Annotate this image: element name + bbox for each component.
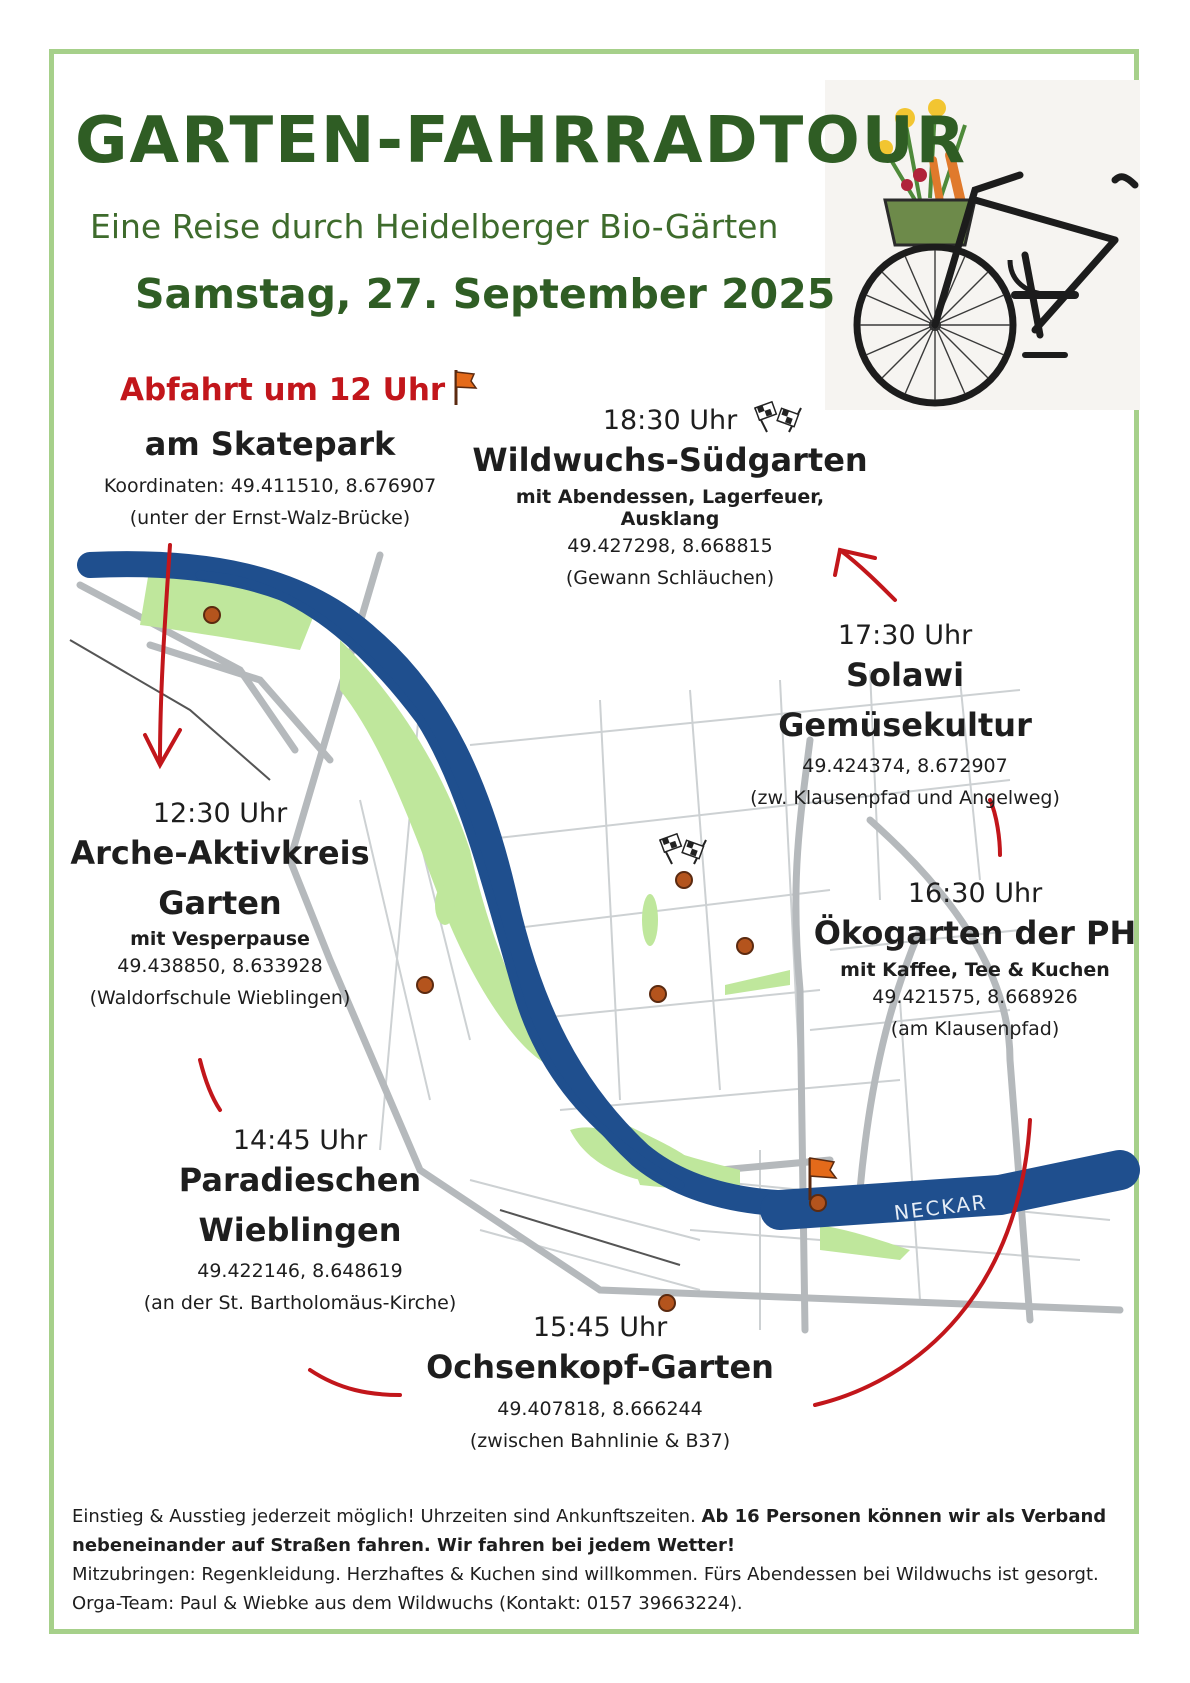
- event-date: Samstag, 27. September 2025: [135, 270, 836, 318]
- footer-line-2: nebeneinander auf Straßen fahren. Wir fahren bei jedem Wetter!: [72, 1535, 736, 1556]
- stop-solawi: [720, 620, 1090, 815]
- stop-arche-aktivkreis: [60, 798, 380, 1015]
- stop-place: (Gewann Schläuchen): [565, 566, 775, 589]
- stop-extra: mit Abendessen, Lagerfeuer, Ausklang: [515, 485, 825, 530]
- location-marker-icon[interactable]: [810, 1195, 826, 1211]
- stop-extra: mit Vesperpause: [130, 928, 310, 951]
- stop-coordinates[interactable]: 49.421575, 8.668926: [872, 985, 1078, 1008]
- location-marker-icon[interactable]: [417, 977, 433, 993]
- stop-coordinates[interactable]: 49.422146, 8.648619: [197, 1260, 403, 1283]
- stop-start: [60, 420, 480, 534]
- stop-time: 17:30 Uhr: [837, 620, 973, 651]
- stop-name: Wildwuchs-Südgarten: [472, 441, 868, 479]
- location-marker-icon[interactable]: [204, 607, 220, 623]
- stop-time: 16:30 Uhr: [907, 878, 1043, 909]
- route-segment-1: [200, 1060, 220, 1110]
- route-arrowhead-start: [145, 730, 180, 765]
- stop-time: 18:30 Uhr: [602, 405, 738, 436]
- location-marker-icon[interactable]: [659, 1295, 675, 1311]
- route-segment-2: [310, 1370, 400, 1395]
- stop-place: (zw. Klausenpfad und Angelweg): [750, 787, 1060, 810]
- checkered-flag-icon: [660, 834, 706, 864]
- stop-time: 12:30 Uhr: [152, 798, 288, 829]
- stop-time: 15:45 Uhr: [532, 1312, 668, 1343]
- stop-oekogarten-ph: [810, 878, 1140, 1045]
- flag-icon: [456, 370, 476, 405]
- stop-name: Arche-Aktivkreis: [70, 834, 370, 872]
- location-marker-icon[interactable]: [737, 938, 753, 954]
- stop-coordinates[interactable]: 49.438850, 8.633928: [117, 955, 323, 978]
- footer-info: [72, 1502, 1122, 1618]
- stop-time: 14:45 Uhr: [232, 1125, 368, 1156]
- footer-line-4: Orga-Team: Paul & Wiebke aus dem Wildwuchs (Kontakt: 0157 39663224).: [72, 1593, 743, 1614]
- stop-name: am Skatepark: [144, 425, 396, 463]
- stop-wildwuchs: [470, 405, 870, 594]
- route-segment-3: [815, 1120, 1030, 1405]
- stop-coordinates[interactable]: 49.427298, 8.668815: [567, 534, 773, 557]
- page-title: GARTEN-FAHRRADTOUR: [75, 104, 967, 178]
- stop-ochsenkopf: [400, 1312, 800, 1457]
- location-marker-icon[interactable]: [676, 872, 692, 888]
- footer-line-3: Mitzubringen: Regenkleidung. Herzhaftes & Kuchen sind willkommen. Fürs Abendessen bei Wildwuchs ist gesorgt.: [72, 1564, 1099, 1585]
- river-label: NECKAR: [892, 1189, 989, 1225]
- stop-coordinates[interactable]: 49.407818, 8.666244: [497, 1397, 703, 1420]
- stop-name: Wieblingen: [198, 1210, 402, 1249]
- stop-place: (Waldorfschule Wieblingen): [89, 987, 351, 1010]
- stop-place: (am Klausenpfad): [890, 1017, 1060, 1040]
- departure-time: Abfahrt um 12 Uhr: [120, 372, 446, 408]
- page-subtitle: Eine Reise durch Heidelberger Bio-Gärten: [90, 207, 779, 246]
- stop-name: Paradieschen: [178, 1161, 422, 1199]
- footer-line-1: Einstieg & Ausstieg jederzeit möglich! Uhrzeiten sind Ankunftszeiten. Ab 16 Personen können wir als Verband: [72, 1506, 1107, 1527]
- stop-paradieschen: [110, 1125, 490, 1320]
- stop-place: (an der St. Bartholomäus-Kirche): [143, 1292, 457, 1315]
- stop-place: (unter der Ernst-Walz-Brücke): [129, 506, 411, 529]
- stop-name: Ökogarten der PH: [813, 914, 1137, 952]
- stop-name: Solawi Gemüsekultur: [778, 656, 1032, 744]
- stop-name: Ochsenkopf-Garten: [426, 1348, 774, 1386]
- stop-name: Garten: [158, 883, 282, 922]
- stop-coordinates[interactable]: 49.424374, 8.672907: [802, 755, 1008, 778]
- stop-extra: mit Kaffee, Tee & Kuchen: [840, 958, 1110, 981]
- stop-place: (zwischen Bahnlinie & B37): [469, 1429, 731, 1452]
- stop-coordinates[interactable]: Koordinaten: 49.411510, 8.676907: [103, 474, 437, 497]
- location-marker-icon[interactable]: [650, 986, 666, 1002]
